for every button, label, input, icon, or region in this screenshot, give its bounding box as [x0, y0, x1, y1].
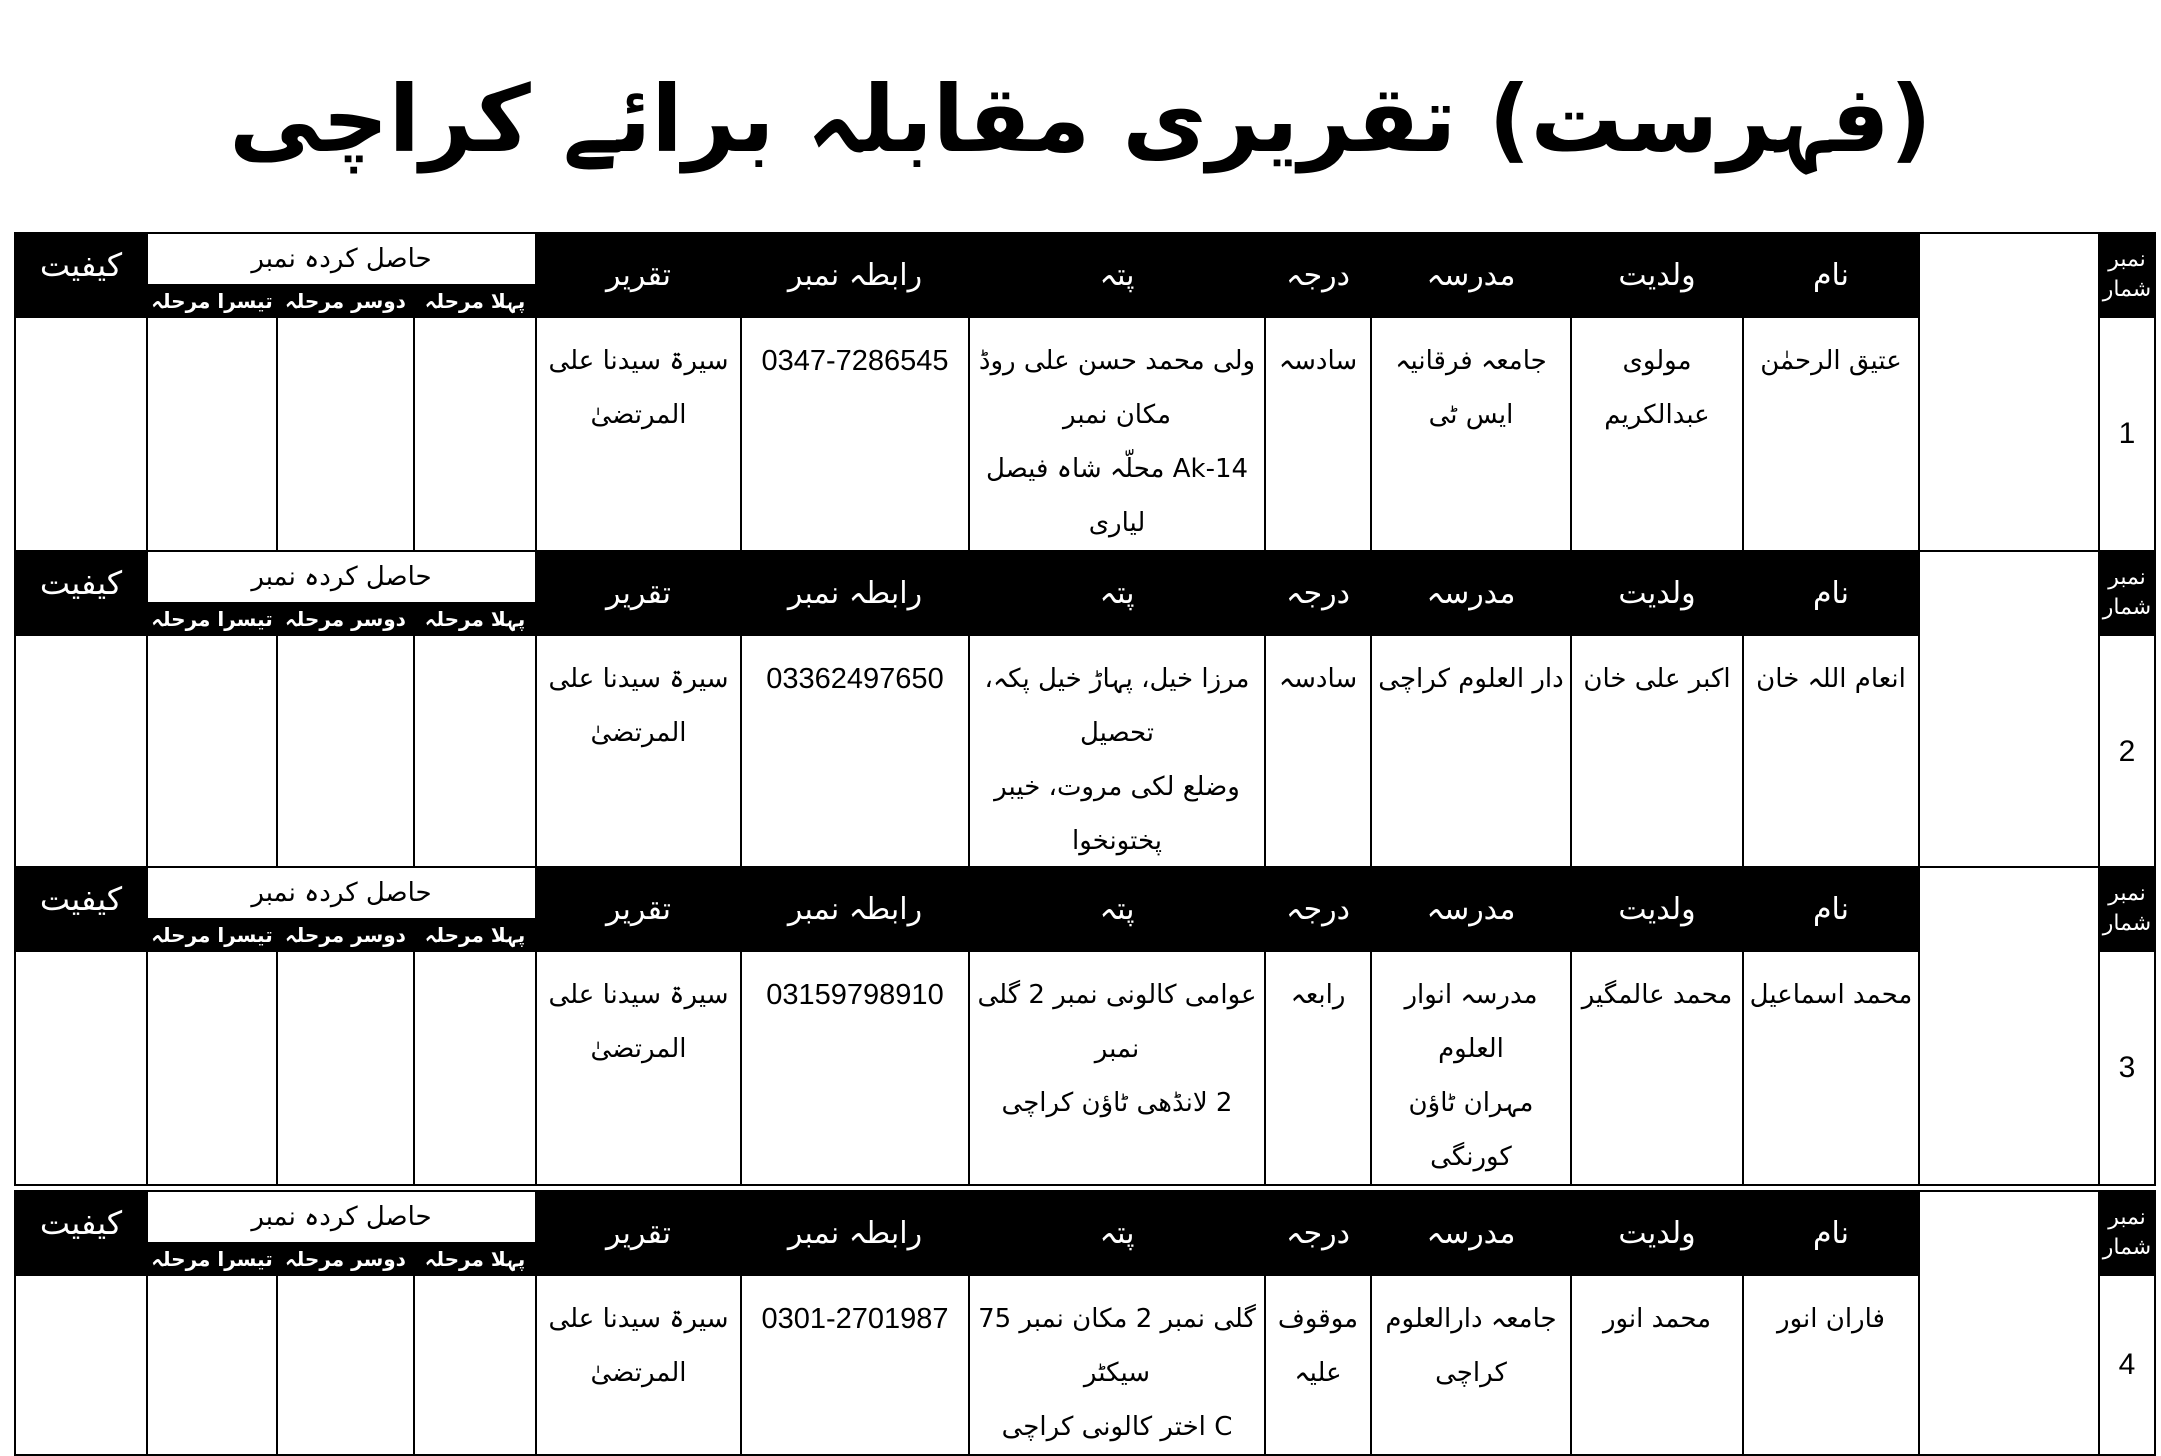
serial-cell: 4	[2099, 1275, 2155, 1455]
speech-cell: سیرۃ سیدنا علی المرتضیٰ	[536, 1275, 741, 1455]
stage1-cell	[414, 951, 536, 1185]
stage1-cell	[414, 1275, 536, 1455]
father-cell: محمد عالمگیر	[1571, 951, 1743, 1185]
address-line: عوامی کالونی نمبر 2 گلی نمبر	[977, 980, 1257, 1064]
grade-cell: سادسہ	[1265, 635, 1371, 869]
photo-cell	[1919, 1191, 2099, 1455]
marks-header: حاصل کردہ نمبر	[147, 867, 536, 919]
remarks-cell	[15, 951, 147, 1185]
stage3-header: تیسرا مرحلہ	[147, 285, 277, 317]
contact-cell: 03362497650	[741, 635, 969, 869]
stage1-cell	[414, 317, 536, 551]
speech-header: تقریر	[536, 233, 741, 317]
father-header: ولدیت	[1571, 867, 1743, 951]
name-header: نام	[1743, 867, 1919, 951]
stage3-header: تیسرا مرحلہ	[147, 919, 277, 951]
serial-header: نمبر شمار	[2099, 233, 2155, 317]
address-header: پتہ	[969, 551, 1265, 635]
marks-header: حاصل کردہ نمبر	[147, 233, 536, 285]
grade-header: درجہ	[1265, 233, 1371, 317]
photo-cell	[1919, 867, 2099, 1185]
grade-header: درجہ	[1265, 1191, 1371, 1275]
name-cell: انعام اللہ خان	[1743, 635, 1919, 869]
stage2-header: دوسر مرحلہ	[277, 603, 414, 635]
remarks-header: کیفیت	[15, 867, 147, 951]
madrasa-header: مدرسہ	[1371, 551, 1571, 635]
address-line: Ak-14 محلّہ شاہ فیصل لیاری	[985, 454, 1249, 538]
address-cell	[969, 951, 1265, 1185]
stage1-header: پہلا مرحلہ	[414, 285, 536, 317]
speech-header: تقریر	[536, 1191, 741, 1275]
contact-cell: 0301-2701987	[741, 1275, 969, 1455]
grade-cell: سادسہ	[1265, 317, 1371, 551]
remarks-cell	[15, 317, 147, 551]
madrasa-header: مدرسہ	[1371, 233, 1571, 317]
remarks-header: کیفیت	[15, 1191, 147, 1275]
father-cell: مولوی عبدالکریم	[1571, 317, 1743, 551]
stage3-cell	[147, 635, 277, 869]
stage2-header: دوسر مرحلہ	[277, 919, 414, 951]
entry-table-1	[14, 232, 2156, 552]
serial-header: نمبر شمار	[2099, 867, 2155, 951]
contact-cell: 0347-7286545	[741, 317, 969, 551]
contact-header: رابطہ نمبر	[741, 233, 969, 317]
name-cell: فاران انور	[1743, 1275, 1919, 1455]
speech-header: تقریر	[536, 551, 741, 635]
madrasa-cell	[1371, 951, 1571, 1185]
stage1-header: پہلا مرحلہ	[414, 919, 536, 951]
name-cell: محمد اسماعیل	[1743, 951, 1919, 1185]
stage3-cell	[147, 1275, 277, 1455]
madrasa-line: مدرسہ انوار العلوم	[1404, 980, 1538, 1064]
address-cell	[969, 317, 1265, 551]
marks-header: حاصل کردہ نمبر	[147, 1191, 536, 1243]
remarks-cell	[15, 1275, 147, 1455]
photo-cell	[1919, 551, 2099, 869]
speech-header: تقریر	[536, 867, 741, 951]
grade-cell: رابعہ	[1265, 951, 1371, 1185]
address-line: مرزا خیل، پہاڑ خیل پکہ، تحصیل	[984, 664, 1250, 748]
address-cell	[969, 1275, 1265, 1455]
father-cell: اکبر علی خان	[1571, 635, 1743, 869]
contact-header: رابطہ نمبر	[741, 1191, 969, 1275]
address-line: وضلع لکی مروت، خیبر پختونخوا	[994, 772, 1240, 856]
father-header: ولدیت	[1571, 551, 1743, 635]
speech-cell: سیرۃ سیدنا علی المرتضیٰ	[536, 317, 741, 551]
stage2-header: دوسر مرحلہ	[277, 285, 414, 317]
remarks-header: کیفیت	[15, 551, 147, 635]
address-line: ولی محمد حسن علی روڈ مکان نمبر	[978, 346, 1256, 430]
serial-header: نمبر شمار	[2099, 551, 2155, 635]
stage2-cell	[277, 951, 414, 1185]
stage1-header: پہلا مرحلہ	[414, 1243, 536, 1275]
address-header: پتہ	[969, 867, 1265, 951]
stage2-cell	[277, 635, 414, 869]
photo-cell	[1919, 233, 2099, 551]
address-header: پتہ	[969, 1191, 1265, 1275]
madrasa-cell: دار العلوم کراچی	[1371, 635, 1571, 869]
entry-table-2	[14, 550, 2156, 870]
address-line: C اختر کالونی کراچی	[1001, 1412, 1233, 1442]
stage3-header: تیسرا مرحلہ	[147, 603, 277, 635]
stage2-header: دوسر مرحلہ	[277, 1243, 414, 1275]
serial-header: نمبر شمار	[2099, 1191, 2155, 1275]
madrasa-line: مہران ٹاؤن کورنگی	[1408, 1088, 1534, 1172]
grade-header: درجہ	[1265, 551, 1371, 635]
contact-header: رابطہ نمبر	[741, 867, 969, 951]
stage1-header: پہلا مرحلہ	[414, 603, 536, 635]
speech-cell: سیرۃ سیدنا علی المرتضیٰ	[536, 635, 741, 869]
grade-line: موقوف	[1277, 1304, 1359, 1334]
serial-cell: 1	[2099, 317, 2155, 551]
serial-cell: 2	[2099, 635, 2155, 869]
entry-table-3	[14, 866, 2156, 1186]
grade-line: علیہ	[1294, 1358, 1342, 1388]
madrasa-cell: جامعہ دارالعلوم کراچی	[1371, 1275, 1571, 1455]
grade-header: درجہ	[1265, 867, 1371, 951]
contact-header: رابطہ نمبر	[741, 551, 969, 635]
address-line: 2 لانڈھی ٹاؤن کراچی	[1001, 1088, 1233, 1118]
name-header: نام	[1743, 551, 1919, 635]
madrasa-header: مدرسہ	[1371, 867, 1571, 951]
address-line: گلی نمبر 2 مکان نمبر 75 سیکٹر	[978, 1304, 1256, 1388]
name-cell: عتیق الرحمٰن	[1743, 317, 1919, 551]
speech-cell: سیرۃ سیدنا علی المرتضیٰ	[536, 951, 741, 1185]
father-cell: محمد انور	[1571, 1275, 1743, 1455]
entry-table-4	[14, 1190, 2156, 1456]
stage3-cell	[147, 951, 277, 1185]
father-header: ولدیت	[1571, 1191, 1743, 1275]
serial-cell: 3	[2099, 951, 2155, 1185]
madrasa-header: مدرسہ	[1371, 1191, 1571, 1275]
stage2-cell	[277, 317, 414, 551]
marks-header: حاصل کردہ نمبر	[147, 551, 536, 603]
contact-cell: 03159798910	[741, 951, 969, 1185]
stage3-header: تیسرا مرحلہ	[147, 1243, 277, 1275]
name-header: نام	[1743, 233, 1919, 317]
remarks-header: کیفیت	[15, 233, 147, 317]
madrasa-cell: جامعہ فرقانیہ ایس ٹی	[1371, 317, 1571, 551]
father-header: ولدیت	[1571, 233, 1743, 317]
address-header: پتہ	[969, 233, 1265, 317]
stage1-cell	[414, 635, 536, 869]
name-header: نام	[1743, 1191, 1919, 1275]
stage3-cell	[147, 317, 277, 551]
remarks-cell	[15, 635, 147, 869]
grade-cell	[1265, 1275, 1371, 1455]
stage2-cell	[277, 1275, 414, 1455]
address-cell	[969, 635, 1265, 869]
page-title: (فہرست) تقریری مقابلہ برائے کراچی	[229, 66, 1932, 173]
